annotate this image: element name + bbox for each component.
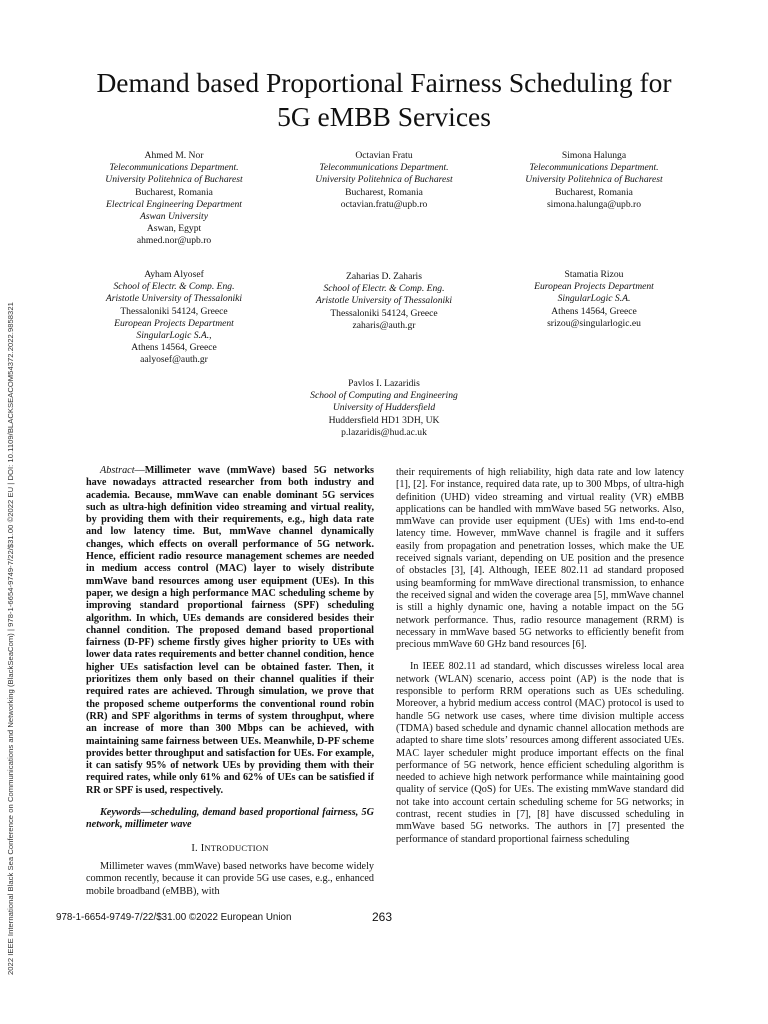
keywords-paragraph — [86, 807, 374, 832]
author-block-5 — [296, 271, 472, 332]
abstract-text: Millimeter wave (mmWave) based 5G networks have nowadays attracted researcher from both industry and academia. Because, mmWave can enable dominant 5G services such as ultra-high definition video streaming and virtual reality, by providing them with their requirements, e.g., high data rate and low latency time. But, mmWave channel dynamically changes, which effects on overall performance of 5G network. Hence, efficient radio resource management schemes are needed in medium access control (MAC) layer to wisely distribute mmWave band resources among user equipment (UEs). In this paper, we design a high performance MAC scheduling scheme by improving standard proportional fairness (SPF) scheduling algorithm. In which, UEs demands are considered besides their channel condition. The proposed demand based proportional fairness (D-PF) scheme firstly gives higher priority to UEs with lower data rates requirements and better channel condition, hence higher UEs satisfaction level can be obtained faster. Then, it prioritizes them only based on their channel qualities if their required rates are achieved. Through simulation, we prove that the proposed scheme outperforms the conventional round robin (RR) and SPF algorithms in terms of system throughput, where an increase of more than 300 Mbps can be achieved, with maintaining same fairness between UEs. Meanwhile, D-PF scheme provides better throughput and satisfaction for UEs. For example, it can satisfy 95% of network UEs by providing them with their required rates, while only 61% and 62% of UEs can be satisfied if RR or SPF is used, respectively. — [86, 465, 374, 796]
keywords-dash: — — [140, 807, 151, 819]
author-affiliation-line: European Projects Department — [114, 317, 234, 329]
author-affiliation-line: Aristotle University of Thessaloniki — [315, 295, 453, 307]
author-affiliation-line: Telecommunications Department. — [529, 162, 659, 174]
side-citation-text: 2022 IEEE International Black Sea Conference on Communications and Networking (BlackSeaCom) | 978-1-6654-9749-7/22/$31.00 ©2022 EU | DOI: 10.1109/BLACKSEACOM54372.2022.9858321 — [6, 302, 15, 975]
abstract-paragraph — [86, 465, 374, 797]
author-affiliation-line: octavian.fratu@upb.ro — [340, 198, 428, 210]
author-block-7 — [286, 378, 482, 439]
intro-paragraph-1: Millimeter waves (mmWave) based networks have become widely common recently, because it can provide 5G use cases, e.g., enhanced mobile broadband (eMBB), with — [86, 860, 374, 897]
author-affiliation-line: SingularLogic S.A. — [557, 293, 631, 305]
author-affiliation-line: Thessaloniki 54124, Greece — [120, 305, 228, 317]
author-affiliation-line: Bucharest, Romania — [555, 186, 633, 198]
author-block-1 — [86, 150, 262, 248]
author-name: Ayham Alyosef — [144, 269, 204, 280]
author-affiliation-line: SingularLogic S.A., — [136, 330, 212, 342]
paper-title — [40, 66, 728, 134]
author-affiliation-line: aalyosef@auth.gr — [140, 354, 208, 366]
footer-isbn: 978-1-6654-9749-7/22/$31.00 ©2022 European Union — [56, 912, 292, 923]
author-name: Octavian Fratu — [355, 150, 413, 161]
author-affiliation-line: Telecommunications Department. — [109, 162, 239, 174]
author-affiliation-line: University Politehnica of Bucharest — [105, 174, 243, 186]
author-affiliation-line: School of Electr. & Comp. Eng. — [113, 281, 235, 293]
abstract-label: Abstract — [100, 465, 135, 476]
author-affiliation-line: simona.halunga@upb.ro — [546, 198, 642, 210]
author-affiliation-line: School of Electr. & Comp. Eng. — [323, 283, 445, 295]
author-affiliation-line: srizou@singularlogic.eu — [547, 317, 641, 329]
abstract-dash: — — [134, 465, 145, 476]
section-heading-introduction — [86, 842, 374, 855]
author-block-6 — [506, 269, 682, 330]
author-affiliation-line: Athens 14564, Greece — [551, 305, 637, 317]
author-affiliation-line: Athens 14564, Greece — [131, 342, 217, 354]
author-affiliation-line: University Politehnica of Bucharest — [315, 174, 453, 186]
author-affiliation-line: Aswan University — [140, 211, 208, 223]
title-line-1: Demand based Proportional Fairness Scheduling for — [96, 67, 672, 98]
author-affiliation-line: University of Huddersfield — [332, 402, 436, 414]
left-column — [86, 465, 374, 898]
author-block-2 — [296, 150, 472, 211]
author-affiliation-line: Electrical Engineering Department — [106, 198, 242, 210]
section-title-rest: NTRODUCTION — [204, 842, 269, 853]
author-affiliation-line: Huddersfield HD1 3DH, UK — [328, 414, 440, 426]
author-name: Pavlos I. Lazaridis — [348, 378, 420, 389]
author-affiliation-line: European Projects Department — [534, 281, 654, 293]
side-citation-note — [4, 130, 18, 975]
author-affiliation-line: Aswan, Egypt — [146, 223, 202, 235]
author-affiliation-line: Bucharest, Romania — [135, 186, 213, 198]
author-affiliation-line: Telecommunications Department. — [319, 162, 449, 174]
right-paragraph-2: In IEEE 802.11 ad standard, which discusses wireless local area network (WLAN) scenario, access point (AP) is the node that is responsible to perform RRM operations such as UEs scheduling. Moreover, a hybrid medium access control (MAC) protocol is used to handle 5G network use cases, where time division multiple access (TDMA) based schedule and dynamic channel allocation methods are adapted to share time slots’ resources among different associated UEs. MAC layer scheduler might produce important effects on the final performance of 5G network, hence efficient scheduling algorithm is needed to achieve high network performance while maintaining good quality of service (QoS) for UEs. The existing mmWave standard did not take into account certain scheduling scheme for 5G networks; in contrast, recent studies in [7], [8] have discussed scheduling in mmWave based 5G networks. The authors in [7] presented the performance of standard proportional fairness scheduling — [396, 661, 684, 845]
section-numeral: I. — [191, 842, 198, 854]
author-name: Ahmed M. Nor — [144, 150, 204, 161]
section-title-first: I — [200, 842, 205, 854]
author-name: Simona Halunga — [561, 150, 627, 161]
author-affiliation-line: zaharis@auth.gr — [352, 319, 416, 331]
right-paragraph-1: their requirements of high reliability, high data rate and low latency [1], [2]. For instance, required data rate, up to 300 Mbps, of ultra-high definition (UHD) video streaming and virtual reality (VR) eMBB applications can be handled with mmWave based 5G networks. Also, mmWave can provide user equipment (UEs) with 1ms end-to-end latency time. However, mmWave channel is fragile and it suffers easily from propagation and penetration losses, which make the UE received signals variant, depending on UE position and the presence of obstacles [3], [4]. Although, IEEE 802.11 ad standard proposed using beamforming for mmWave directional transmission, to enhance the received signal and widen the coverage area [5], mmWave channel is still a highly dynamic one, having a notable impact on the 5G network performance. Thus, radio resource management (RRM) is necessary in mmWave based 5G networks to efficiently benefit from precious mmWave 60 GHz band resources [6]. — [396, 467, 684, 651]
author-affiliation-line: University Politehnica of Bucharest — [525, 174, 663, 186]
author-affiliation-line: ahmed.nor@upb.ro — [136, 235, 212, 247]
author-block-3 — [506, 150, 682, 211]
right-column — [396, 467, 684, 846]
page-number: 263 — [372, 910, 393, 924]
author-affiliation-line: p.lazaridis@hud.ac.uk — [341, 426, 427, 438]
author-name: Zaharias D. Zaharis — [346, 271, 422, 282]
keywords-text: scheduling, demand based proportional fairness, 5G network, millimeter wave — [86, 807, 374, 831]
author-affiliation-line: Thessaloniki 54124, Greece — [330, 307, 438, 319]
author-affiliation-line: Aristotle University of Thessaloniki — [105, 293, 243, 305]
author-affiliation-line: School of Computing and Engineering — [310, 390, 458, 402]
author-block-4 — [86, 269, 262, 367]
author-name: Stamatia Rizou — [564, 269, 624, 280]
title-line-2: 5G eMBB Services — [277, 101, 491, 132]
keywords-label: Keywords — [100, 807, 141, 819]
author-affiliation-line: Bucharest, Romania — [345, 186, 423, 198]
